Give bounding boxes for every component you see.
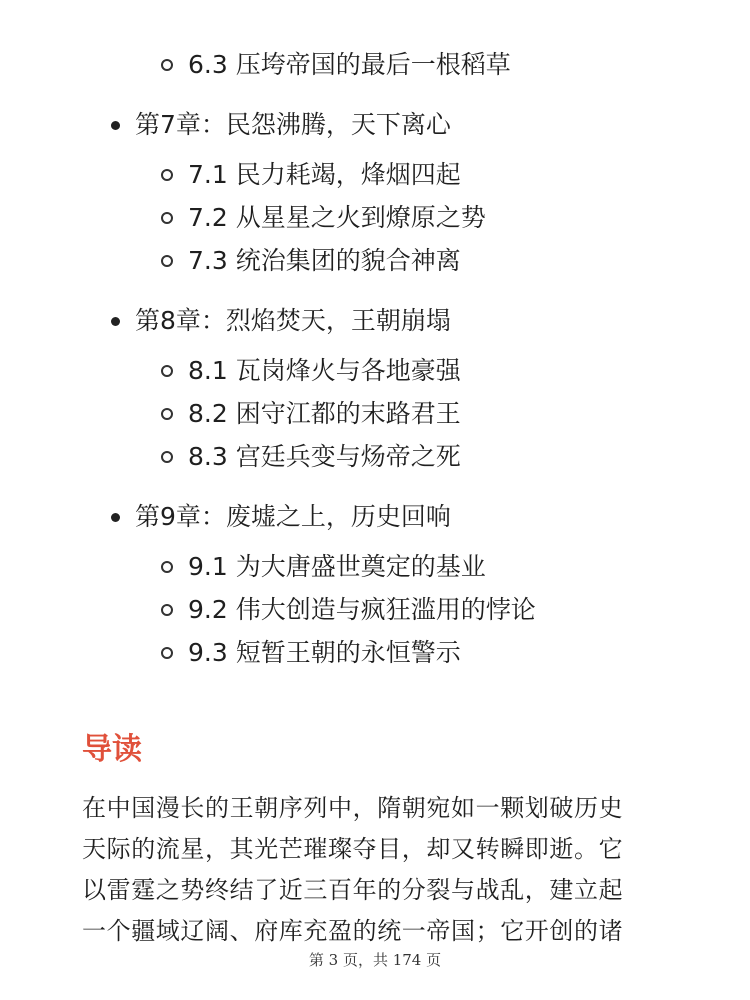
- toc-section-8-2: 8.2 困守江都的末路君王: [0, 397, 750, 431]
- toc-section-9-2: 9.2 伟大创造与疯狂滥用的悖论: [0, 593, 750, 627]
- toc-chapter-9: 第9章：废墟之上，历史回响: [0, 500, 750, 534]
- toc-section-8-1: 8.1 瓦岗烽火与各地豪强: [0, 354, 750, 388]
- intro-paragraph: [82, 788, 672, 952]
- intro-heading: 导读: [82, 732, 142, 767]
- toc-section-7-3: 7.3 统治集团的貌合神离: [0, 244, 750, 278]
- intro-line: 天际的流星，其光芒璀璨夺目，却又转瞬即逝。它: [82, 835, 624, 863]
- toc-section-6-3: 6.3 压垮帝国的最后一根稻草: [0, 48, 750, 82]
- toc-section-9-3: 9.3 短暂王朝的永恒警示: [0, 636, 750, 670]
- toc-section-7-2: 7.2 从星星之火到燎原之势: [0, 201, 750, 235]
- toc-section-9-1: 9.1 为大唐盛世奠定的基业: [0, 550, 750, 584]
- intro-line: 以雷霆之势终结了近三百年的分裂与战乱，建立起: [82, 876, 624, 904]
- intro-line: 一个疆域辽阔、府库充盈的统一帝国；它开创的诸: [82, 917, 624, 945]
- toc-section-8-3: 8.3 宫廷兵变与炀帝之死: [0, 440, 750, 474]
- toc-section-7-1: 7.1 民力耗竭，烽烟四起: [0, 158, 750, 192]
- page-number-footer: 第 3 页，共 174 页: [308, 951, 442, 969]
- toc-chapter-7: 第7章：民怨沸腾，天下离心: [0, 108, 750, 142]
- table-of-contents: [0, 48, 750, 679]
- intro-line: 在中国漫长的王朝序列中，隋朝宛如一颗划破历史: [82, 794, 624, 822]
- toc-chapter-8: 第8章：烈焰焚天，王朝崩塌: [0, 304, 750, 338]
